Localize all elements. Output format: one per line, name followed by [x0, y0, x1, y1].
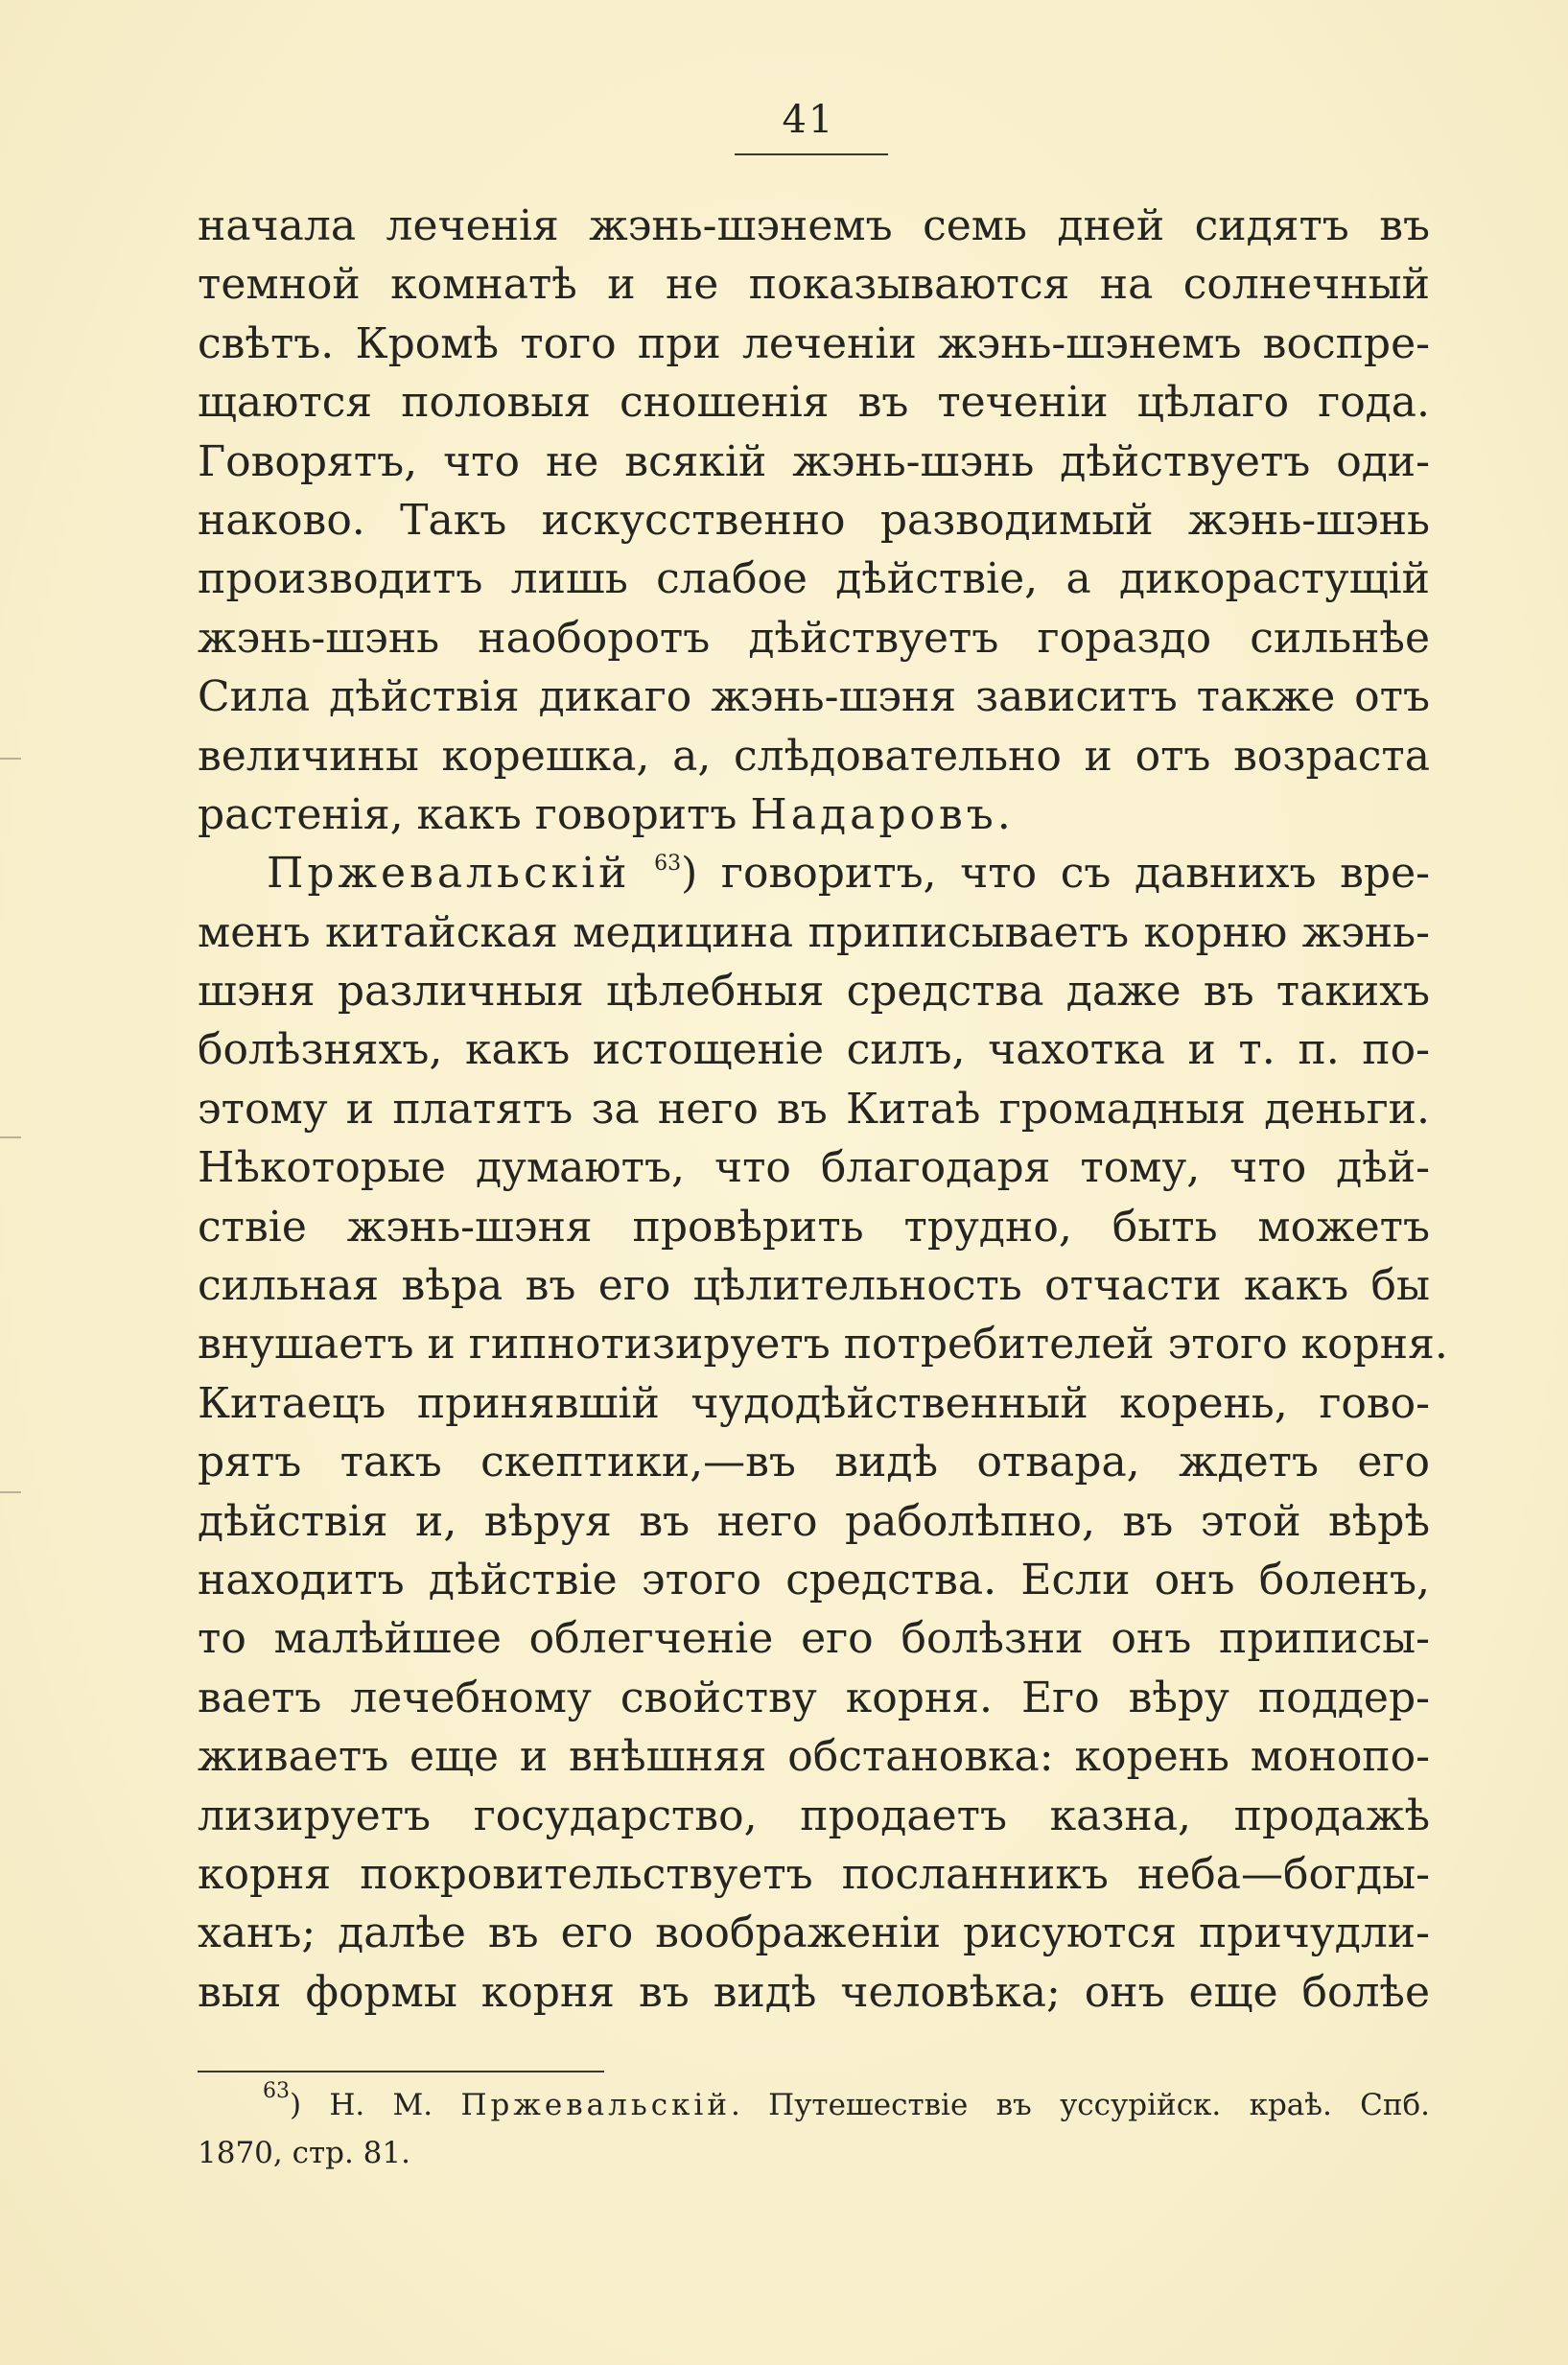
footnote-line: 1870, стр. 81.	[198, 2136, 410, 2170]
text-line: то малѣйшее облегченіе его болѣзни онъ приписы-	[198, 1614, 1430, 1664]
footnote	[198, 2081, 1430, 2177]
margin-mark	[0, 1491, 21, 1493]
text-line: сильная вѣра въ его цѣлительность отчасти какъ бы	[198, 1261, 1430, 1311]
margin-mark	[0, 1136, 21, 1138]
paragraph-2-first-line	[198, 844, 1430, 902]
text-line: начала леченія жэнь-шэнемъ семь дней сидятъ въ	[198, 201, 1430, 250]
text-line: темной комнатѣ и не показываются на солнечный	[198, 260, 1430, 310]
author-name-spaced: Пржевальскій	[460, 2088, 732, 2122]
paragraph-1-last-line	[198, 785, 1430, 844]
text-line: Говорятъ, что не всякій жэнь-шэнь дѣйствуетъ оди-	[198, 436, 1430, 486]
footnote-line	[198, 2081, 1430, 2129]
text-line: Сила дѣйствія дикаго жэнь-шэня зависитъ также отъ	[198, 672, 1430, 722]
author-name-spaced: Пржевальскій	[267, 849, 631, 899]
text-line: ствіе жэнь-шэня провѣрить трудно, быть можетъ	[198, 1202, 1430, 1252]
text-run: .	[996, 789, 1011, 839]
body-text	[198, 197, 1448, 2022]
text-line: дѣйствія и, вѣруя въ него раболѣпно, въ этой вѣрѣ	[198, 1496, 1430, 1546]
text-line: находитъ дѣйствіе этого средства. Если онъ боленъ,	[198, 1555, 1430, 1604]
text-line: наково. Такъ искусственно разводимый жэнь-шэнь	[198, 495, 1430, 545]
text-line: жэнь-шэнь наоборотъ дѣйствуетъ гораздо сильнѣе	[198, 613, 1430, 663]
text-run: растенія, какъ говоритъ	[198, 789, 751, 839]
text-line: ханъ; далѣе въ его воображеніи рисуются причудли-	[198, 1908, 1430, 1958]
text-line: живаетъ еще и внѣшняя обстановка: корень монопо-	[198, 1732, 1430, 1782]
text-line: шэня различныя цѣлебныя средства даже въ такихъ	[198, 967, 1430, 1017]
text-line: болѣзняхъ, какъ истощеніе силъ, чахотка и т. п. по-	[198, 1025, 1430, 1075]
text-run: . Путешествіе въ уссурійск. краѣ. Спб.	[731, 2088, 1431, 2122]
text-run: ) Н. М.	[290, 2088, 461, 2122]
page-number: 41	[782, 98, 835, 142]
text-line: свѣтъ. Кромѣ того при леченіи жэнь-шэнемъ воспре-	[198, 318, 1430, 368]
text-line: менъ китайская медицина приписываетъ корню жэнь-	[198, 907, 1430, 957]
text-run: ) говоритъ, что съ давнихъ вре-	[681, 849, 1430, 899]
text-line: щаются половыя сношенія въ теченіи цѣлаго года.	[198, 378, 1430, 428]
paragraph-2	[198, 903, 1448, 2022]
text-line: корня покровительствуетъ посланникъ неба—богды-	[198, 1849, 1430, 1899]
text-line: Китаецъ принявшій чудодѣйственный корень, гово-	[198, 1378, 1430, 1428]
text-line: Нѣкоторые думаютъ, что благодаря тому, что дѣй-	[198, 1143, 1430, 1193]
footnote-separator	[198, 2071, 604, 2072]
page-number-rule	[735, 153, 888, 155]
text-line: ваетъ лечебному свойству корня. Его вѣру поддер-	[198, 1673, 1430, 1722]
text-line: производитъ лишь слабое дѣйствіе, а дикорастущій	[198, 554, 1430, 604]
text-line: внушаетъ и гипнотизируетъ потребителей этого корня.	[198, 1320, 1448, 1370]
footnote-reference[interactable]: 63	[654, 852, 682, 877]
paragraph-1	[198, 197, 1430, 785]
margin-mark	[0, 758, 21, 760]
author-name-spaced: Надаровъ	[750, 789, 997, 839]
text-line: рятъ такъ скептики,—въ видѣ отвара, ждетъ его	[198, 1438, 1430, 1487]
footnote-number: 63	[263, 2079, 290, 2103]
text-line: лизируетъ государство, продаетъ казна, продажѣ	[198, 1791, 1430, 1840]
text-line: этому и платятъ за него въ Китаѣ громадныя деньги.	[198, 1084, 1430, 1134]
text-line: величины корешка, а, слѣдовательно и отъ возраста	[198, 731, 1430, 781]
text-line: выя формы корня въ видѣ человѣка; онъ еще болѣе	[198, 1967, 1430, 2017]
